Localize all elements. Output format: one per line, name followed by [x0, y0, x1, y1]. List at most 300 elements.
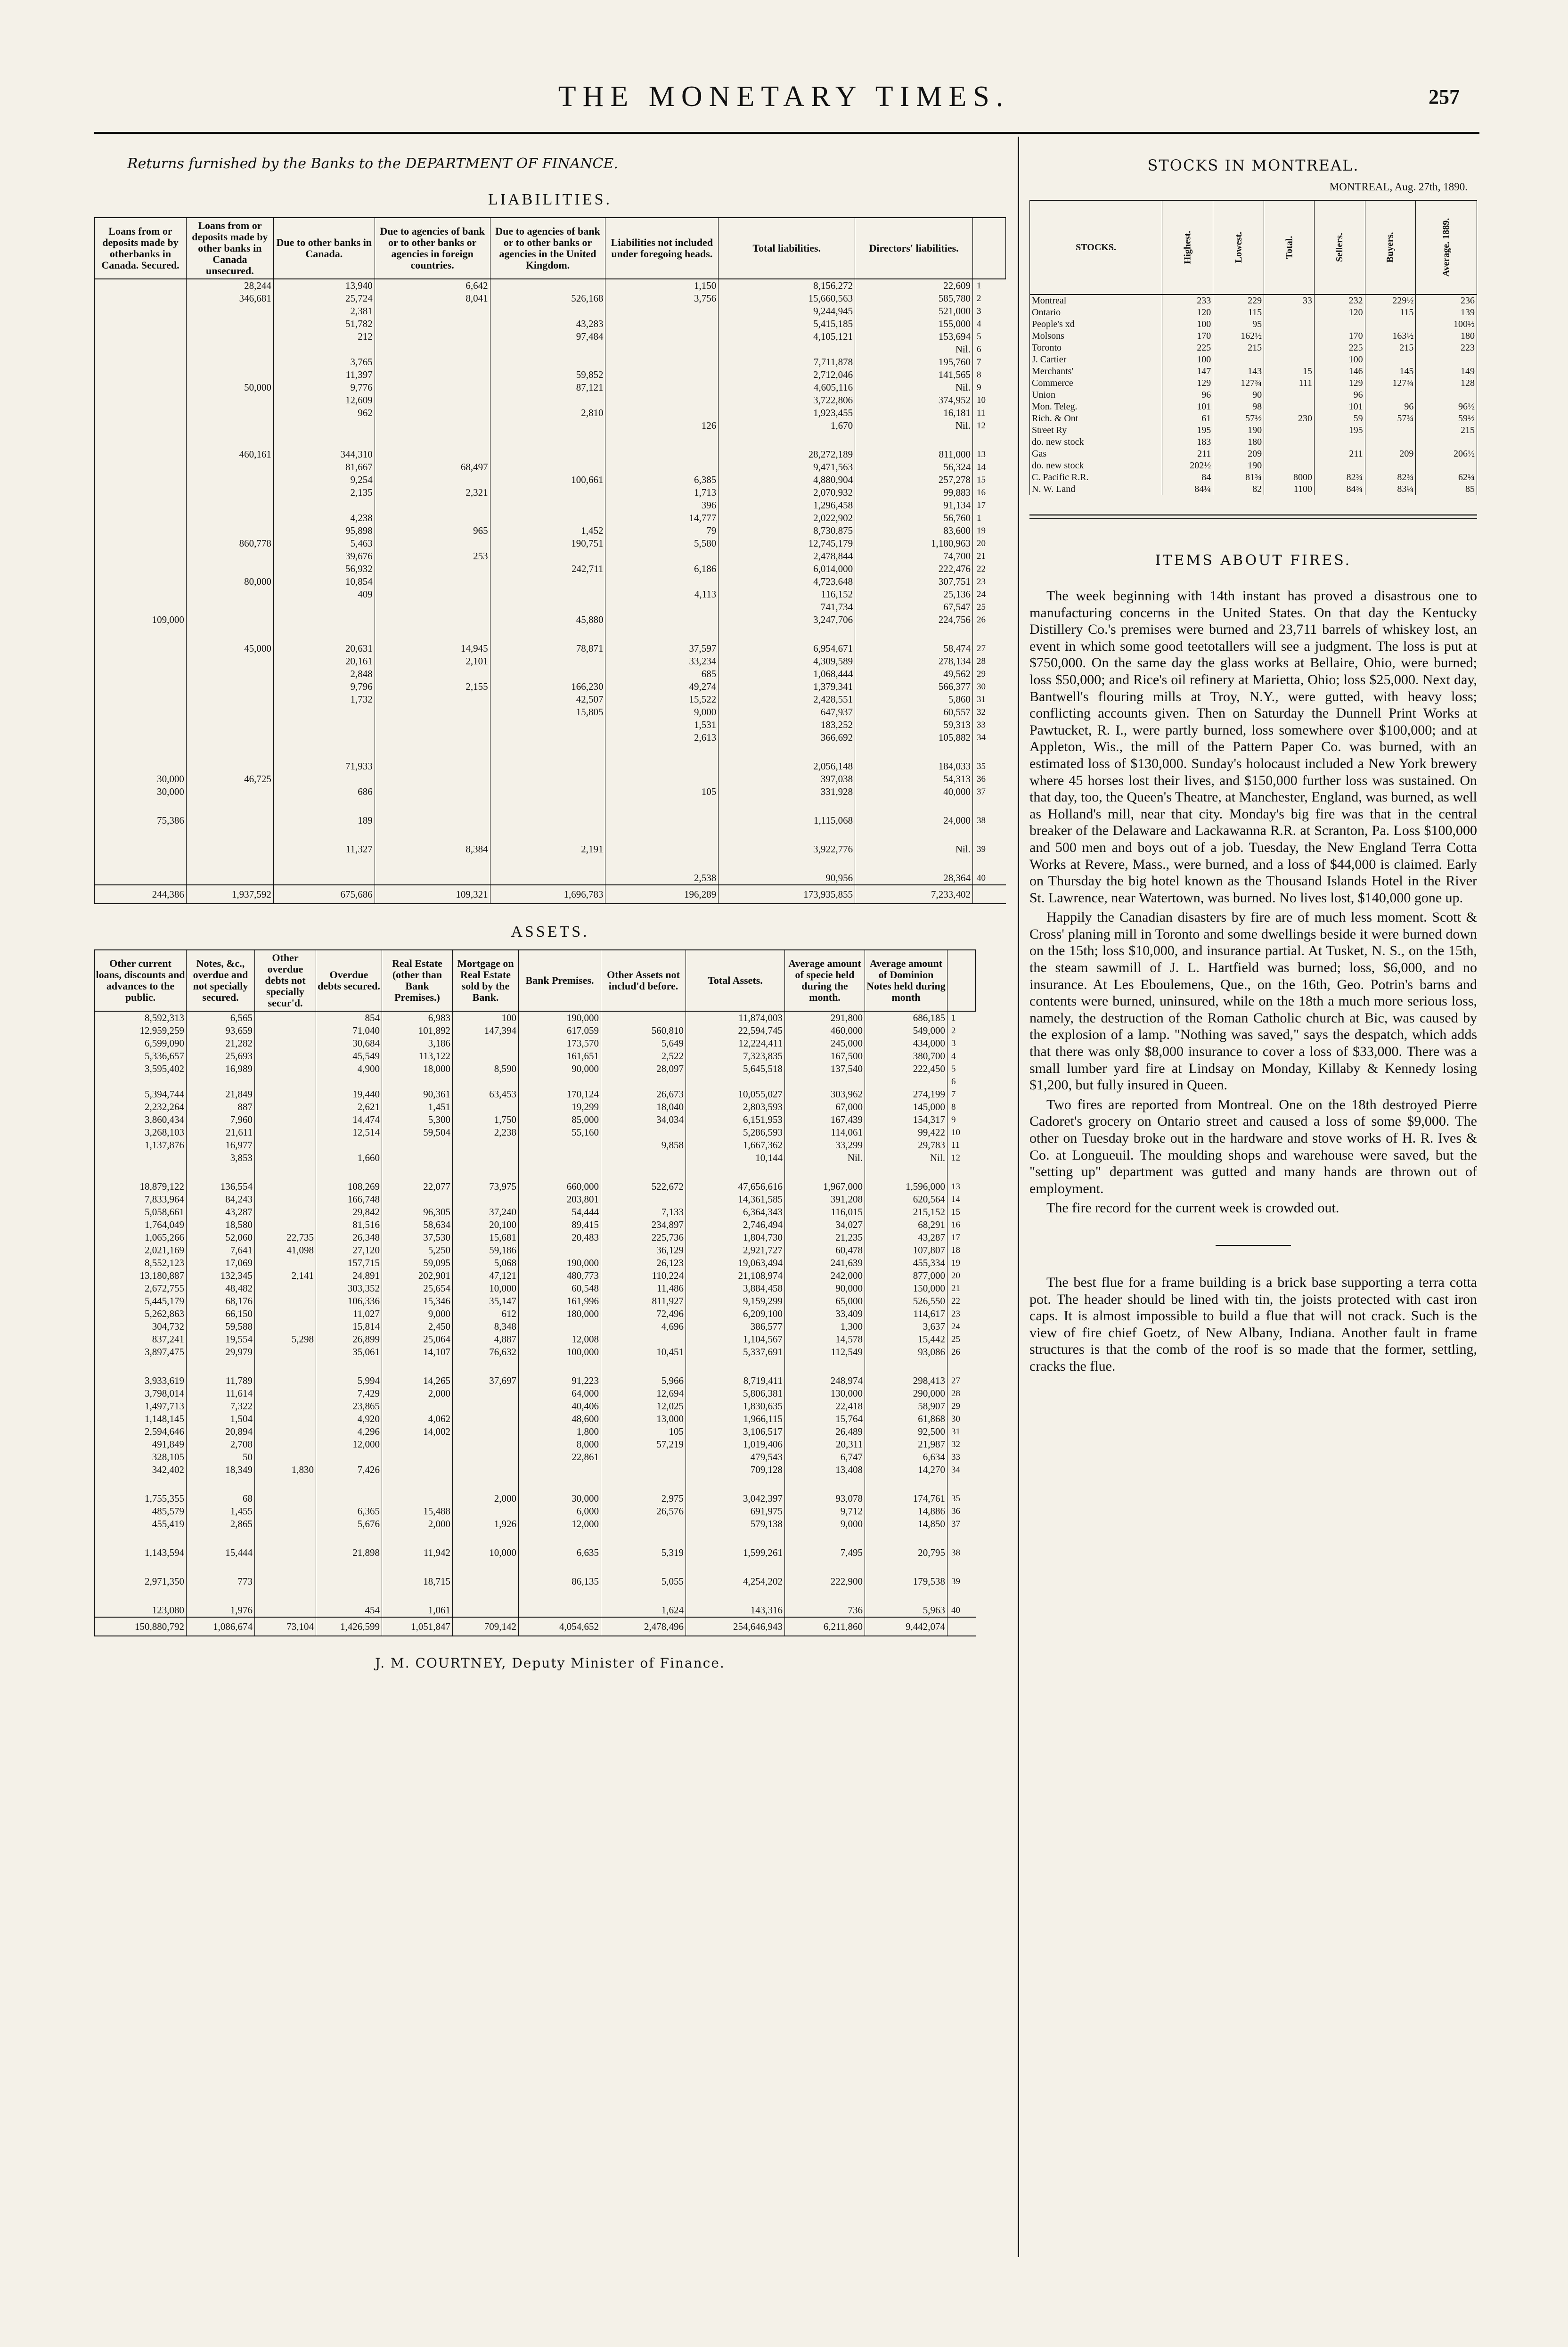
table-cell: 116,152 [719, 588, 855, 601]
table-cell [255, 1387, 316, 1400]
table-cell: 28,272,189 [719, 448, 855, 461]
table-cell [785, 1559, 865, 1575]
row-number: 27 [951, 1376, 960, 1386]
row-number: 34 [976, 733, 986, 743]
table-cell: 2,594,646 [95, 1425, 187, 1438]
table-cell: 5,250 [382, 1244, 453, 1257]
row-number-header [972, 218, 1005, 279]
column-header: Average amount of specie held during the month. [785, 950, 865, 1011]
row-number: 5 [951, 1064, 956, 1074]
table-cell: 248,974 [785, 1374, 865, 1387]
table-cell: 59,588 [187, 1320, 255, 1333]
table-cell: 391,208 [785, 1193, 865, 1206]
table-cell [186, 524, 273, 537]
row-number [947, 1164, 976, 1180]
table-cell: 50,000 [186, 381, 273, 394]
row-number: 20 [976, 539, 986, 548]
table-cell: 7,641 [187, 1244, 255, 1257]
stock-value: 211 [1314, 448, 1365, 460]
stock-value [1416, 436, 1477, 448]
table-cell [95, 693, 187, 706]
table-cell: 15,660,563 [719, 292, 855, 305]
table-cell [785, 1476, 865, 1492]
table-cell: 660,000 [519, 1180, 601, 1193]
table-cell: 962 [273, 407, 375, 419]
table-cell: 101,892 [382, 1024, 453, 1037]
table-cell: 409 [273, 588, 375, 601]
stock-row [1030, 401, 1477, 413]
table-cell [382, 1400, 453, 1413]
table-cell [255, 1559, 316, 1575]
table-cell: 4,113 [605, 588, 719, 601]
table-cell: 7,960 [187, 1113, 255, 1126]
table-cell: 1,830 [255, 1464, 316, 1476]
table-cell: 14,474 [316, 1113, 382, 1126]
table-cell [519, 1164, 601, 1180]
table-cell: 491,849 [95, 1438, 187, 1451]
row-number [947, 1559, 976, 1575]
table-cell [95, 432, 187, 448]
stock-value: 206½ [1416, 448, 1477, 460]
table-cell: 224,756 [855, 613, 973, 626]
table-cell: 2,921,727 [686, 1244, 785, 1257]
table-cell [605, 575, 719, 588]
table-cell: 854 [316, 1011, 382, 1024]
row-number: 26 [976, 615, 986, 625]
table-cell: 2,538 [605, 872, 719, 885]
stock-name: C. Pacific R.R. [1030, 472, 1162, 483]
row-number: 28 [976, 656, 986, 666]
table-cell: 1,713 [605, 486, 719, 499]
signature-line: J. M. COURTNEY, Deputy Minister of Finance. [375, 1655, 725, 1671]
table-cell: 14,265 [382, 1374, 453, 1387]
table-cell: 5,337,691 [686, 1346, 785, 1358]
table-cell: 58,634 [382, 1218, 453, 1231]
table-cell [186, 588, 273, 601]
table-cell [519, 1152, 601, 1164]
stock-value: 82¾ [1365, 472, 1416, 483]
stock-value [1264, 330, 1315, 342]
stock-value: 59 [1314, 413, 1365, 425]
table-row [95, 1546, 976, 1559]
table-cell: 460,000 [785, 1024, 865, 1037]
table-cell: 64,000 [519, 1387, 601, 1400]
row-number: 36 [976, 774, 986, 784]
table-cell: 16,977 [187, 1139, 255, 1152]
table-cell: 21,898 [316, 1546, 382, 1559]
stock-value: 215 [1365, 342, 1416, 354]
table-row [95, 642, 1006, 655]
totals-row [95, 885, 1006, 904]
table-cell [255, 1530, 316, 1546]
table-cell [186, 731, 273, 744]
table-cell [453, 1476, 519, 1492]
stock-value: 82 [1213, 483, 1264, 495]
table-cell: 51,782 [273, 318, 375, 330]
table-cell [605, 461, 719, 474]
table-cell [519, 1559, 601, 1575]
table-cell: 12,745,179 [719, 537, 855, 550]
column-header: Due to other banks in Canada. [273, 218, 375, 279]
table-cell: 23,865 [316, 1400, 382, 1413]
table-cell [273, 744, 375, 760]
table-cell [316, 1139, 382, 1152]
stock-value: 162½ [1213, 330, 1264, 342]
row-number: 9 [976, 383, 981, 393]
stock-row [1030, 425, 1477, 436]
table-cell: 137,540 [785, 1063, 865, 1075]
table-cell [375, 394, 490, 407]
table-cell: 45,880 [490, 613, 605, 626]
row-number: 4 [951, 1051, 956, 1061]
table-cell: 116,015 [785, 1206, 865, 1218]
table-row [95, 1438, 976, 1451]
row-number: 1 [951, 1013, 956, 1023]
table-cell: 33,409 [785, 1308, 865, 1320]
stock-name: Toronto [1030, 342, 1162, 354]
table-cell: 26,899 [316, 1333, 382, 1346]
table-cell: 96,305 [382, 1206, 453, 1218]
table-cell: 612 [453, 1308, 519, 1320]
table-cell [453, 1588, 519, 1604]
column-header: Directors' liabilities. [855, 218, 973, 279]
row-number: 19 [951, 1258, 960, 1268]
table-cell: 3,765 [273, 356, 375, 368]
table-cell: 278,134 [855, 655, 973, 668]
table-cell [95, 461, 187, 474]
stock-value: 98 [1213, 401, 1264, 413]
table-cell: 105,882 [855, 731, 973, 744]
row-number: 5 [976, 332, 981, 342]
row-number [947, 1476, 976, 1492]
table-cell: 2,971,350 [95, 1575, 187, 1588]
table-cell [255, 1113, 316, 1126]
table-cell [186, 432, 273, 448]
table-cell: 190,000 [519, 1011, 601, 1024]
table-cell: 242,711 [490, 563, 605, 575]
table-cell [186, 474, 273, 486]
table-cell: 5,415,185 [719, 318, 855, 330]
table-cell: 25,654 [382, 1282, 453, 1295]
table-cell: 2,522 [601, 1050, 686, 1063]
table-cell: 57,219 [601, 1438, 686, 1451]
table-cell: 90,000 [519, 1063, 601, 1075]
table-row [95, 524, 1006, 537]
table-cell: 241,639 [785, 1257, 865, 1269]
table-cell [255, 1180, 316, 1193]
table-cell: 480,773 [519, 1269, 601, 1282]
stock-value [1264, 307, 1315, 319]
table-cell [255, 1374, 316, 1387]
table-cell: 21,108,974 [686, 1269, 785, 1282]
table-cell: 78,871 [490, 642, 605, 655]
table-cell: 6,983 [382, 1011, 453, 1024]
table-cell: 1,451 [382, 1101, 453, 1113]
table-cell: 167,439 [785, 1113, 865, 1126]
stock-value: 120 [1314, 307, 1365, 319]
table-cell: 5,963 [865, 1604, 947, 1617]
column-header-label: Total. [1284, 236, 1295, 259]
stock-value: 100 [1162, 319, 1213, 330]
stock-value: 147 [1162, 366, 1213, 377]
table-cell: 1,379,341 [719, 680, 855, 693]
table-cell [605, 856, 719, 872]
table-cell [719, 343, 855, 356]
stock-value: 84 [1162, 472, 1213, 483]
table-row [95, 814, 1006, 827]
table-cell: 8,041 [375, 292, 490, 305]
table-cell: 110,224 [601, 1269, 686, 1282]
stock-value [1314, 436, 1365, 448]
table-cell: 74,700 [855, 550, 973, 563]
row-number: 33 [976, 720, 986, 730]
stock-value: 230 [1264, 413, 1315, 425]
column-header: Other Assets not includ'd before. [601, 950, 686, 1011]
table-cell: 30,000 [95, 785, 187, 798]
table-row [95, 1101, 976, 1113]
table-cell: 3,798,014 [95, 1387, 187, 1400]
table-cell: 59,186 [453, 1244, 519, 1257]
table-cell [316, 1559, 382, 1575]
table-cell: 1,019,406 [686, 1438, 785, 1451]
table-row [95, 448, 1006, 461]
table-cell [95, 601, 187, 613]
table-cell [273, 419, 375, 432]
total-cell: 7,233,402 [855, 885, 973, 904]
table-cell: 7,711,878 [719, 356, 855, 368]
table-cell: 8,590 [453, 1063, 519, 1075]
table-cell [186, 626, 273, 642]
table-cell [519, 1358, 601, 1374]
table-row [95, 1505, 976, 1518]
table-row [95, 279, 1006, 292]
table-cell: 86,135 [519, 1575, 601, 1588]
table-cell: 1,755,355 [95, 1492, 187, 1505]
table-cell [490, 668, 605, 680]
table-cell [453, 1101, 519, 1113]
stock-value: 120 [1162, 307, 1213, 319]
table-cell: 215,152 [865, 1206, 947, 1218]
table-cell: 6,364,343 [686, 1206, 785, 1218]
table-cell: 15,522 [605, 693, 719, 706]
table-cell: 11,486 [601, 1282, 686, 1295]
table-cell: 18,879,122 [95, 1180, 187, 1193]
table-row [95, 368, 1006, 381]
stock-value: 111 [1264, 377, 1315, 389]
column-separator [1018, 137, 1019, 2257]
stock-value: 59½ [1416, 413, 1477, 425]
table-cell [95, 1559, 187, 1575]
column-header-label: Highest. [1182, 230, 1193, 264]
table-cell [519, 1075, 601, 1088]
table-cell: 52,060 [187, 1231, 255, 1244]
table-cell [605, 356, 719, 368]
stock-value [1416, 354, 1477, 366]
stock-row [1030, 413, 1477, 425]
table-cell: 12,000 [519, 1518, 601, 1530]
table-cell: 485,579 [95, 1505, 187, 1518]
table-cell: 3,106,517 [686, 1425, 785, 1438]
column-header: Loans from or deposits made by otherbanks in Canada. Secured. [95, 218, 187, 279]
table-row [95, 668, 1006, 680]
table-cell [95, 394, 187, 407]
table-row [95, 1024, 976, 1037]
table-cell [601, 1464, 686, 1476]
table-row [95, 1588, 976, 1604]
table-cell: 526,168 [490, 292, 605, 305]
table-cell [95, 381, 187, 394]
table-cell: 59,095 [382, 1257, 453, 1269]
table-row [95, 1244, 976, 1257]
table-cell: 7,323,835 [686, 1050, 785, 1063]
table-cell: 3,884,458 [686, 1282, 785, 1295]
table-cell: 3,247,706 [719, 613, 855, 626]
stock-value [1365, 460, 1416, 472]
column-header: Loans from or deposits made by other banks in Canada unsecured. [186, 218, 273, 279]
table-cell: 5,336,657 [95, 1050, 187, 1063]
table-cell [95, 655, 187, 668]
table-cell: 15,346 [382, 1295, 453, 1308]
table-cell: 71,040 [316, 1024, 382, 1037]
table-cell [605, 381, 719, 394]
table-cell [186, 356, 273, 368]
table-cell: 2,070,932 [719, 486, 855, 499]
stock-name: Union [1030, 389, 1162, 401]
table-cell [375, 872, 490, 885]
table-cell: 8,719,411 [686, 1374, 785, 1387]
table-row [95, 655, 1006, 668]
table-cell: 195,760 [855, 356, 973, 368]
table-cell [453, 1438, 519, 1451]
table-cell: 190,000 [519, 1257, 601, 1269]
table-row [95, 343, 1006, 356]
table-cell [453, 1193, 519, 1206]
table-cell: 6,209,100 [686, 1308, 785, 1320]
table-cell: 3,897,475 [95, 1346, 187, 1358]
table-cell [605, 760, 719, 773]
table-cell: 5,806,381 [686, 1387, 785, 1400]
row-number: 36 [951, 1506, 960, 1516]
table-cell [95, 760, 187, 773]
row-number: 11 [976, 408, 986, 418]
table-cell [95, 706, 187, 719]
table-cell: 8,730,875 [719, 524, 855, 537]
table-cell: 6,365 [316, 1505, 382, 1518]
row-number: 31 [951, 1427, 960, 1437]
table-cell [186, 394, 273, 407]
table-cell [490, 744, 605, 760]
table-cell: 647,937 [719, 706, 855, 719]
table-cell: 4,062 [382, 1413, 453, 1425]
returns-caption: Returns furnished by the Banks to the DEPARTMENT OF FINANCE. [127, 155, 618, 172]
table-row [95, 1530, 976, 1546]
table-cell [316, 1451, 382, 1464]
table-cell: 2,975 [601, 1492, 686, 1505]
stock-name: Gas [1030, 448, 1162, 460]
table-cell: 9,471,563 [719, 461, 855, 474]
table-cell [605, 827, 719, 843]
table-cell: 14,777 [605, 512, 719, 524]
row-number: 14 [951, 1194, 960, 1204]
table-cell: 81,516 [316, 1218, 382, 1231]
table-cell: 45,000 [186, 642, 273, 655]
table-cell: 9,000 [605, 706, 719, 719]
column-header: Total liabilities. [719, 218, 855, 279]
table-cell: 5,994 [316, 1374, 382, 1387]
table-cell [601, 1358, 686, 1374]
row-number: 28 [951, 1389, 960, 1398]
row-number: 2 [976, 294, 981, 303]
stock-value: 127¾ [1365, 377, 1416, 389]
table-cell [316, 1358, 382, 1374]
table-cell: 9,712 [785, 1505, 865, 1518]
table-cell: 1,976 [187, 1604, 255, 1617]
column-header [1213, 200, 1264, 294]
table-cell: 736 [785, 1604, 865, 1617]
table-row [95, 1218, 976, 1231]
table-cell [453, 1387, 519, 1400]
table-row [95, 856, 1006, 872]
table-cell: 2,865 [187, 1518, 255, 1530]
table-cell: 3,922,776 [719, 843, 855, 856]
table-cell [273, 719, 375, 731]
stock-value [1264, 448, 1315, 460]
table-cell: 5,394,744 [95, 1088, 187, 1101]
row-number: 37 [976, 787, 986, 797]
table-cell: 30,000 [95, 773, 187, 785]
stock-name: Mon. Teleg. [1030, 401, 1162, 413]
right-column [1029, 146, 1477, 2290]
table-cell: 150,000 [865, 1282, 947, 1295]
stock-value [1314, 460, 1365, 472]
table-cell [95, 575, 187, 588]
row-number: 38 [976, 816, 986, 826]
table-cell [255, 1492, 316, 1505]
row-number: 1 [976, 513, 981, 523]
table-cell: 1,967,000 [785, 1180, 865, 1193]
table-cell [490, 773, 605, 785]
stock-value: 128 [1416, 377, 1477, 389]
table-cell: 40,406 [519, 1400, 601, 1413]
table-cell: 2,191 [490, 843, 605, 856]
table-cell [273, 872, 375, 885]
table-cell: 2,000 [453, 1492, 519, 1505]
table-cell: 1,452 [490, 524, 605, 537]
table-cell: 126 [605, 419, 719, 432]
stock-value: 84¼ [1162, 483, 1213, 495]
table-cell: 526,550 [865, 1295, 947, 1308]
table-cell: 5,966 [601, 1374, 686, 1387]
table-cell: 72,496 [601, 1308, 686, 1320]
table-cell: 4,296 [316, 1425, 382, 1438]
table-cell [855, 432, 973, 448]
table-cell: 5,860 [855, 693, 973, 706]
total-cell: 709,142 [453, 1617, 519, 1636]
total-cell: 254,646,943 [686, 1617, 785, 1636]
table-cell [865, 1530, 947, 1546]
table-cell: 136,554 [187, 1180, 255, 1193]
row-number: 15 [951, 1207, 960, 1217]
stock-value: 190 [1213, 425, 1264, 436]
table-cell: 521,000 [855, 305, 973, 318]
table-cell: 10,144 [686, 1152, 785, 1164]
table-cell [382, 1559, 453, 1575]
row-number: 25 [951, 1334, 960, 1344]
table-row [95, 381, 1006, 394]
row-number: 23 [976, 577, 986, 587]
table-cell [605, 432, 719, 448]
stock-value: 96 [1365, 401, 1416, 413]
